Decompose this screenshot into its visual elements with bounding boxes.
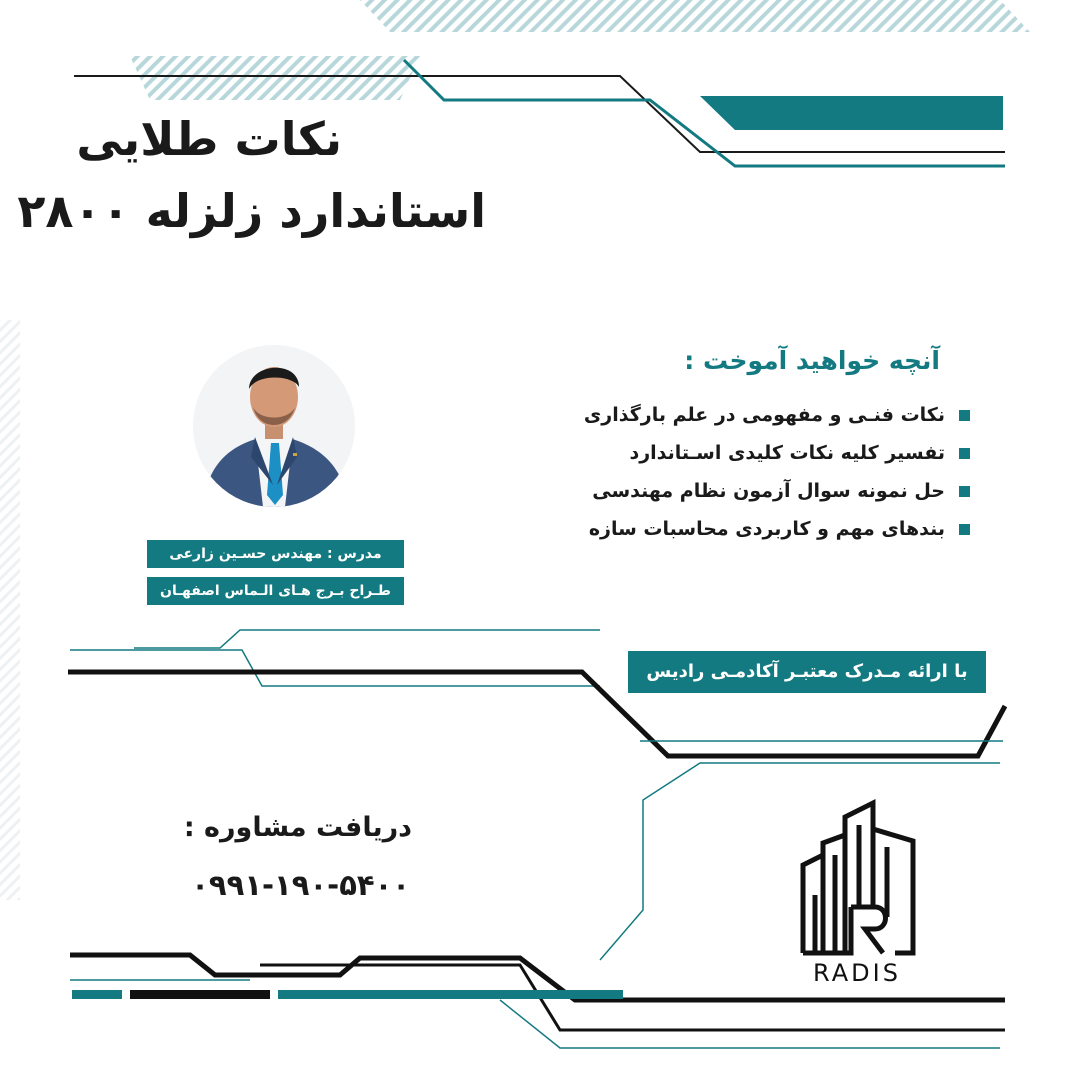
bottom-teal-bar-2 bbox=[278, 990, 623, 999]
learning-item-text: حل نمونه سوال آزمون نظام مهندسی bbox=[592, 480, 945, 502]
learning-item bbox=[584, 396, 970, 434]
learning-item bbox=[584, 510, 970, 548]
bullet-square-icon bbox=[959, 486, 970, 497]
top-left-hatch-stripe bbox=[130, 56, 420, 100]
title-line-2: استاندارد زلزله ۲۸۰۰ bbox=[17, 184, 486, 238]
learning-item-text: تفسیر کلیه نکات کلیدی اسـتاندارد bbox=[629, 442, 945, 464]
bullet-square-icon bbox=[959, 410, 970, 421]
instructor-role-tag: طـراح بـرج هـای الـماس اصفهـان bbox=[147, 577, 404, 605]
learning-item bbox=[584, 434, 970, 472]
phone-number[interactable]: ۰۹۹۱-۱۹۰-۵۴۰۰ bbox=[191, 868, 410, 902]
left-faint-hatch bbox=[0, 320, 20, 900]
consult-label: دریافت مشاوره : bbox=[183, 812, 412, 843]
learning-item bbox=[584, 472, 970, 510]
learning-item-text: نکات فنـی و مفهومی در علم بارگذاری bbox=[583, 404, 945, 426]
bullet-square-icon bbox=[959, 448, 970, 459]
mid-teal-line-upper bbox=[134, 630, 600, 648]
bottom-teal-bar-1 bbox=[72, 990, 122, 999]
logo-text: RADIS bbox=[813, 959, 901, 987]
radis-building-logo-icon bbox=[795, 795, 920, 990]
top-right-teal-bar bbox=[700, 96, 1003, 130]
bottom-teal-line-2 bbox=[500, 1000, 1000, 1048]
title-line-1: نکات طلایی bbox=[76, 112, 342, 166]
learning-item-text: بندهای مهم و کاربردی محاسبات سازه bbox=[588, 518, 945, 540]
learning-list bbox=[584, 396, 970, 548]
top-hatch-stripe bbox=[360, 0, 1030, 32]
instructor-portrait-icon bbox=[193, 345, 355, 507]
bottom-black-bar bbox=[130, 990, 270, 999]
certificate-banner: با ارائه مـدرک معتبـر آکادمـی رادیس bbox=[628, 651, 986, 693]
bullet-square-icon bbox=[959, 524, 970, 535]
mid-teal-line bbox=[70, 650, 600, 686]
learning-heading: آنچه خواهید آموخت : bbox=[684, 346, 940, 375]
instructor-name-tag: مدرس : مهندس حسـین زارعی bbox=[147, 540, 404, 568]
